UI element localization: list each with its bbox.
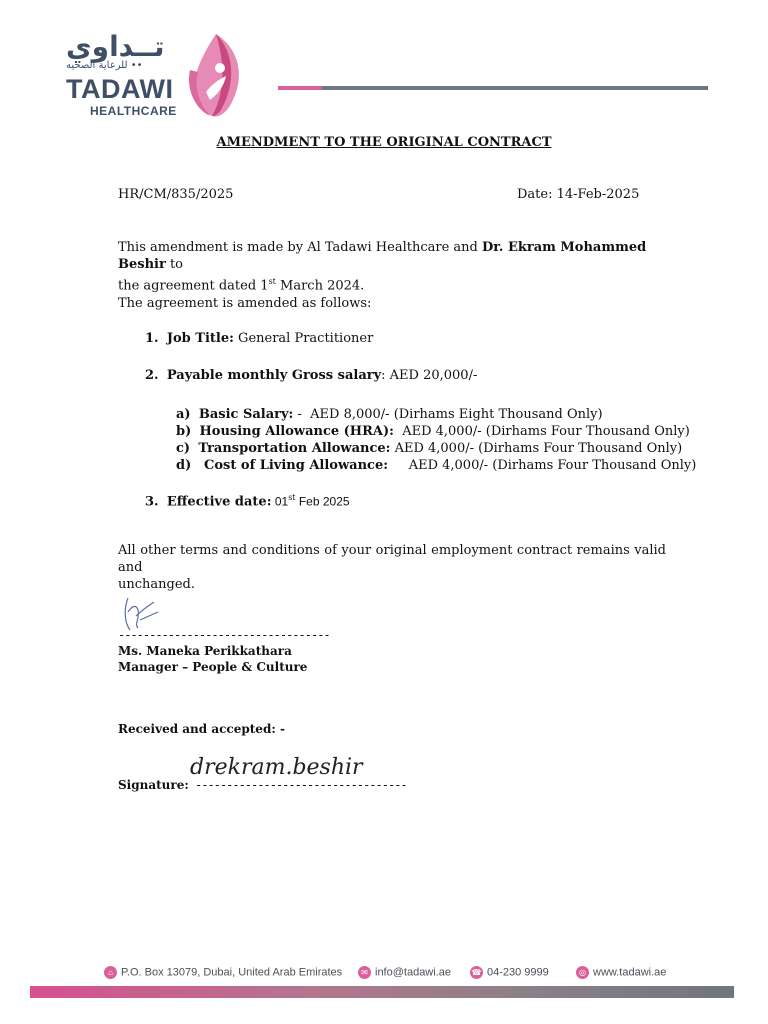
gross-salary-label: Payable monthly Gross salary [166, 368, 382, 383]
transportation-allowance-label: Transportation Allowance: [198, 441, 391, 456]
transportation-allowance-value: AED 4,000/- (Dirhams Four Thousand Only) [390, 441, 683, 456]
signer-title: Manager – People & Culture [118, 660, 308, 674]
job-title-value: General Practitioner [233, 331, 374, 346]
footer-email-text: info@tadawi.ae [375, 966, 451, 979]
header-rule-accent [278, 86, 322, 90]
housing-allowance-label: Housing Allowance (HRA): [199, 424, 394, 439]
sub-letter: d) [176, 458, 192, 473]
housing-allowance-value: AED 4,000/- (Dirhams Four Thousand Only) [393, 424, 690, 439]
item-job-title [145, 331, 373, 346]
basic-salary-line [176, 407, 603, 422]
employee-name: Dr. Ekram Mohammed Beshir [118, 240, 647, 272]
received-label: Received and accepted: - [118, 722, 285, 736]
job-title-label: Job Title: [166, 331, 234, 346]
basic-salary-value: - AED 8,000/- (Dirhams Eight Thousand Only) [293, 407, 603, 422]
footer-email[interactable] [358, 966, 451, 979]
item-gross-salary [145, 368, 477, 383]
sub-letter: b) [176, 424, 192, 439]
document-title: AMENDMENT TO THE ORIGINAL CONTRACT [216, 135, 552, 150]
intro-text: This amendment is made by Al Tadawi Healthcare and [118, 240, 482, 255]
document-date: Date: 14-Feb-2025 [517, 187, 640, 202]
logo-name: TADAWI [66, 74, 174, 104]
footer-address [104, 966, 342, 979]
sub-letter: a) [176, 407, 191, 422]
home-icon: ⌂ [104, 966, 117, 979]
logo-arabic-subtitle: للرعاية الصحيه •• [66, 60, 143, 71]
footer-address-text: P.O. Box 13079, Dubai, United Arab Emirates [121, 966, 343, 979]
cost-of-living-line [176, 458, 696, 473]
footer-website-text: www.tadawi.ae [593, 966, 667, 979]
footer [0, 958, 768, 988]
basic-salary-label: Basic Salary: [198, 407, 294, 422]
logo-subtitle: HEALTHCARE [90, 104, 177, 118]
signature-row [118, 778, 407, 793]
effective-date-value-end: Feb 2025 [295, 494, 350, 509]
gross-salary-value: : AED 20,000/- [381, 368, 478, 383]
item-effective-date [145, 493, 350, 509]
intro-line2: the agreement dated 1 [118, 278, 269, 294]
footer-phone[interactable] [470, 966, 549, 979]
signature-label: Signature: [118, 778, 189, 792]
signer-name: Ms. Maneka Perikkathara [118, 644, 292, 658]
closing-paragraph [118, 542, 666, 593]
intro-line2-end: March 2024. [275, 278, 365, 294]
item-number: 3. [145, 494, 159, 510]
amended-intro: The agreement is amended as follows: [118, 296, 372, 311]
signature-line: ---------------------------------- [188, 778, 407, 792]
housing-allowance-line [176, 424, 690, 439]
cost-of-living-value: AED 4,000/- (Dirhams Four Thousand Only) [388, 458, 697, 473]
footer-website[interactable] [576, 966, 666, 979]
item-number: 1. [145, 331, 159, 346]
footer-bar [30, 986, 734, 998]
intro-text-end: to [165, 257, 184, 272]
transportation-allowance-line [176, 441, 682, 456]
lotus-logo-icon [176, 30, 256, 120]
intro-sup: st [268, 277, 276, 286]
footer-phone-text: 04-230 9999 [487, 966, 549, 979]
reference-number: HR/CM/835/2025 [118, 187, 234, 202]
item-number: 2. [145, 368, 159, 383]
manager-signature-line: ---------------------------------- [118, 628, 330, 642]
effective-date-sup: st [288, 493, 296, 502]
sub-letter: c) [176, 441, 191, 456]
globe-icon: ◎ [576, 966, 589, 979]
closing-line-1: All other terms and conditions of your original employment contract remains valid and [118, 543, 666, 575]
phone-icon: ☎ [471, 968, 482, 977]
logo-arabic-name: تــداوي [66, 30, 165, 63]
header-rule [322, 86, 708, 90]
intro-paragraph [118, 239, 666, 294]
effective-date-label: Effective date: [166, 494, 272, 510]
effective-date-value: 01 [271, 494, 289, 509]
mail-icon: ✉ [358, 966, 371, 979]
closing-line-2: unchanged. [118, 577, 195, 592]
cost-of-living-label: Cost of Living Allowance: [199, 458, 389, 473]
svg-text:drekram.beshir: drekram.beshir [190, 755, 363, 780]
